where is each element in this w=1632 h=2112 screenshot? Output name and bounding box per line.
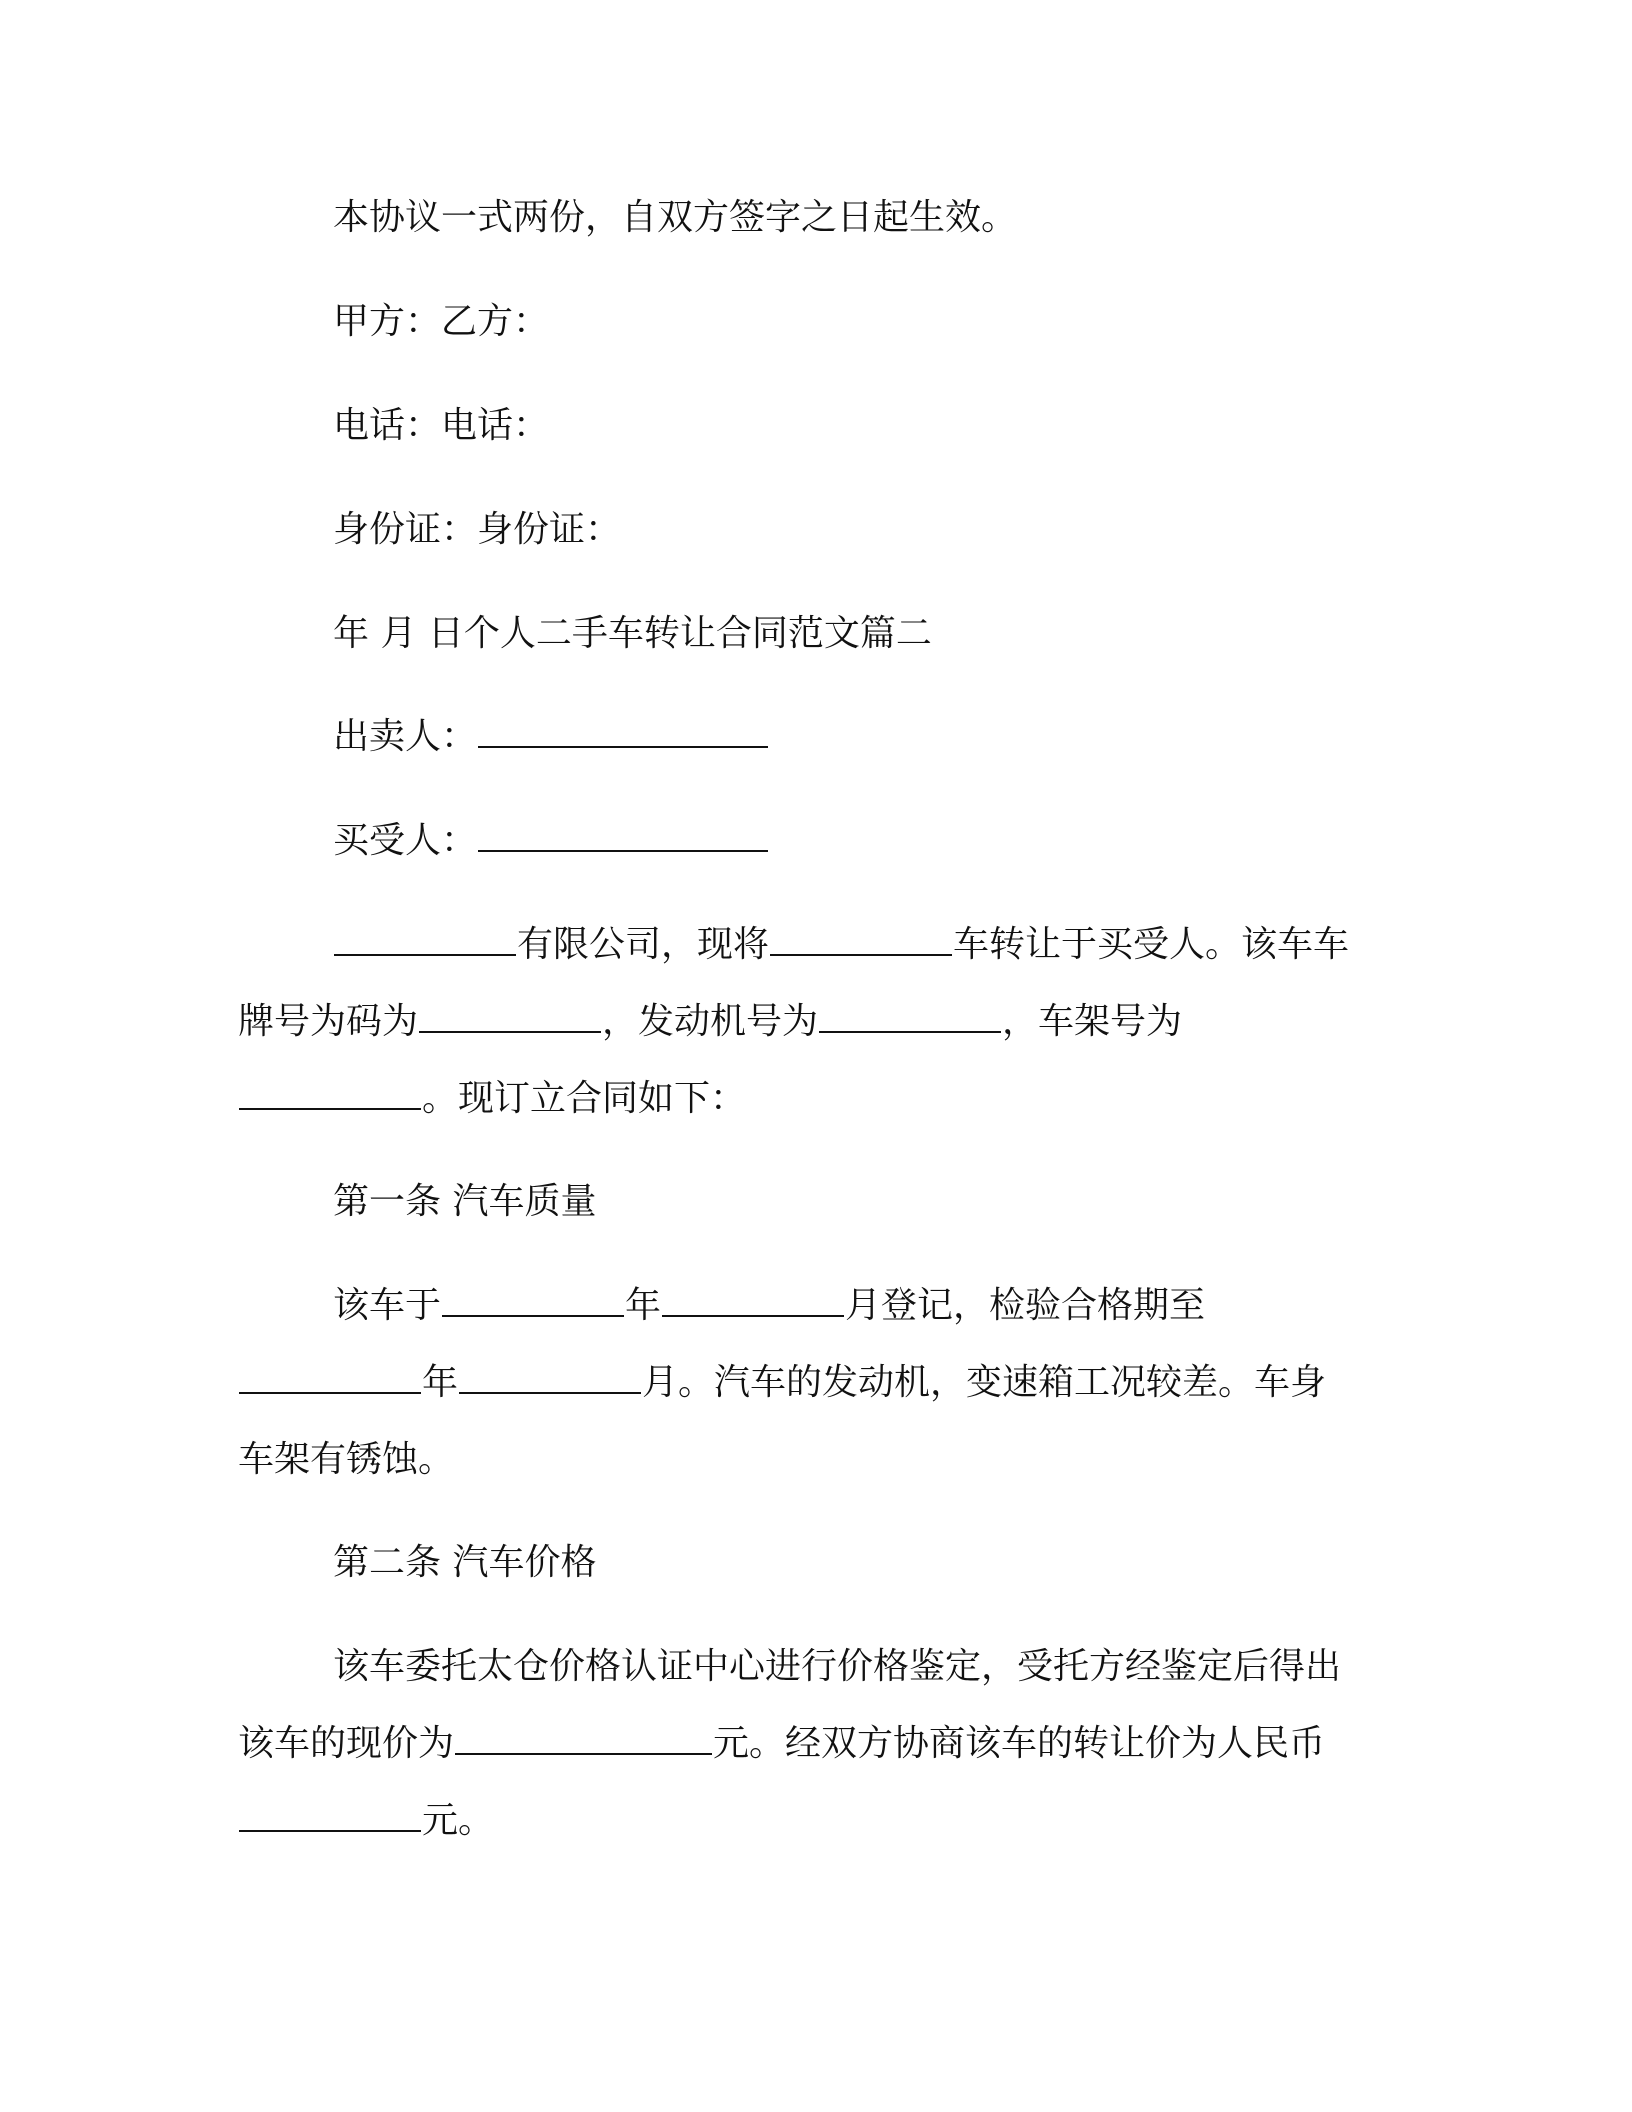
paragraph-parties [333, 298, 549, 346]
price-line-1 [333, 1643, 1341, 1691]
quality-line-3 [238, 1436, 454, 1484]
buyer-line [333, 817, 769, 865]
buyer-label: 买受人： [333, 820, 478, 861]
seller-label: 出卖人： [333, 716, 478, 757]
register-year-blank [442, 1285, 624, 1317]
plate-blank [419, 1001, 601, 1033]
frame-blank [239, 1078, 421, 1110]
company-blank [334, 924, 516, 956]
transfer-line-1 [333, 921, 1349, 969]
quality-text-b: 年 [625, 1285, 662, 1326]
transfer-price-text: 元。经双方协商该车的转让价为人民币 [713, 1723, 1326, 1764]
seller-blank [478, 716, 768, 748]
paragraph-effective-clause [333, 194, 1017, 242]
parties-text: 甲方：乙方： [333, 301, 550, 342]
quality-text-c: 月登记，检验合格期至 [845, 1285, 1206, 1326]
rust-text: 车架有锈蚀。 [238, 1439, 455, 1480]
frame-text: ，车架号为 [1002, 1001, 1183, 1042]
quality-year-text: 年 [422, 1362, 459, 1403]
paragraph-id-card [333, 506, 621, 554]
paragraph-phone [333, 402, 549, 450]
quality-line-2 [238, 1359, 1326, 1407]
appraisal-text: 该车委托太仓价格认证中心进行价格鉴定，受托方经鉴定后得出 [333, 1646, 1342, 1687]
price-line-3 [238, 1797, 494, 1845]
yuan-text: 元。 [422, 1800, 495, 1841]
current-price-text: 该车的现价为 [238, 1723, 455, 1764]
article-one-title [333, 1178, 596, 1226]
contract-intro-text: 。现订立合同如下： [422, 1078, 747, 1119]
transfer-price-blank [239, 1800, 421, 1832]
register-month-blank [662, 1285, 844, 1317]
transfer-line-3 [238, 1075, 746, 1123]
id-card-text: 身份证：身份证： [333, 509, 622, 550]
buyer-blank [478, 820, 768, 852]
transfer-text-a: 有限公司，现将 [517, 924, 770, 965]
price-line-2 [238, 1720, 1325, 1768]
engine-blank [819, 1001, 1001, 1033]
quality-line-1 [333, 1282, 1205, 1330]
transfer-line-2 [238, 998, 1182, 1046]
inspection-year-blank [239, 1362, 421, 1394]
current-price-blank [455, 1723, 712, 1755]
effective-clause-text: 本协议一式两份，自双方签字之日起生效。 [333, 197, 1018, 238]
inspection-month-blank [459, 1362, 641, 1394]
article-two-text: 第二条 汽车价格 [333, 1542, 597, 1583]
section-title-text: 年 月 日个人二手车转让合同范文篇二 [333, 613, 932, 654]
vehicle-blank [770, 924, 952, 956]
engine-text: ，发动机号为 [602, 1001, 819, 1042]
phone-text: 电话：电话： [333, 405, 550, 446]
plate-text: 牌号为码为 [238, 1001, 419, 1042]
article-one-text: 第一条 汽车质量 [333, 1181, 597, 1222]
article-two-title [333, 1539, 596, 1587]
section-title-contract-two [333, 610, 932, 658]
transfer-text-b: 车转让于买受人。该车车 [953, 924, 1350, 965]
seller-line [333, 713, 769, 761]
quality-condition-text: 月。汽车的发动机，变速箱工况较差。车身 [642, 1362, 1327, 1403]
quality-text-a: 该车于 [333, 1285, 442, 1326]
